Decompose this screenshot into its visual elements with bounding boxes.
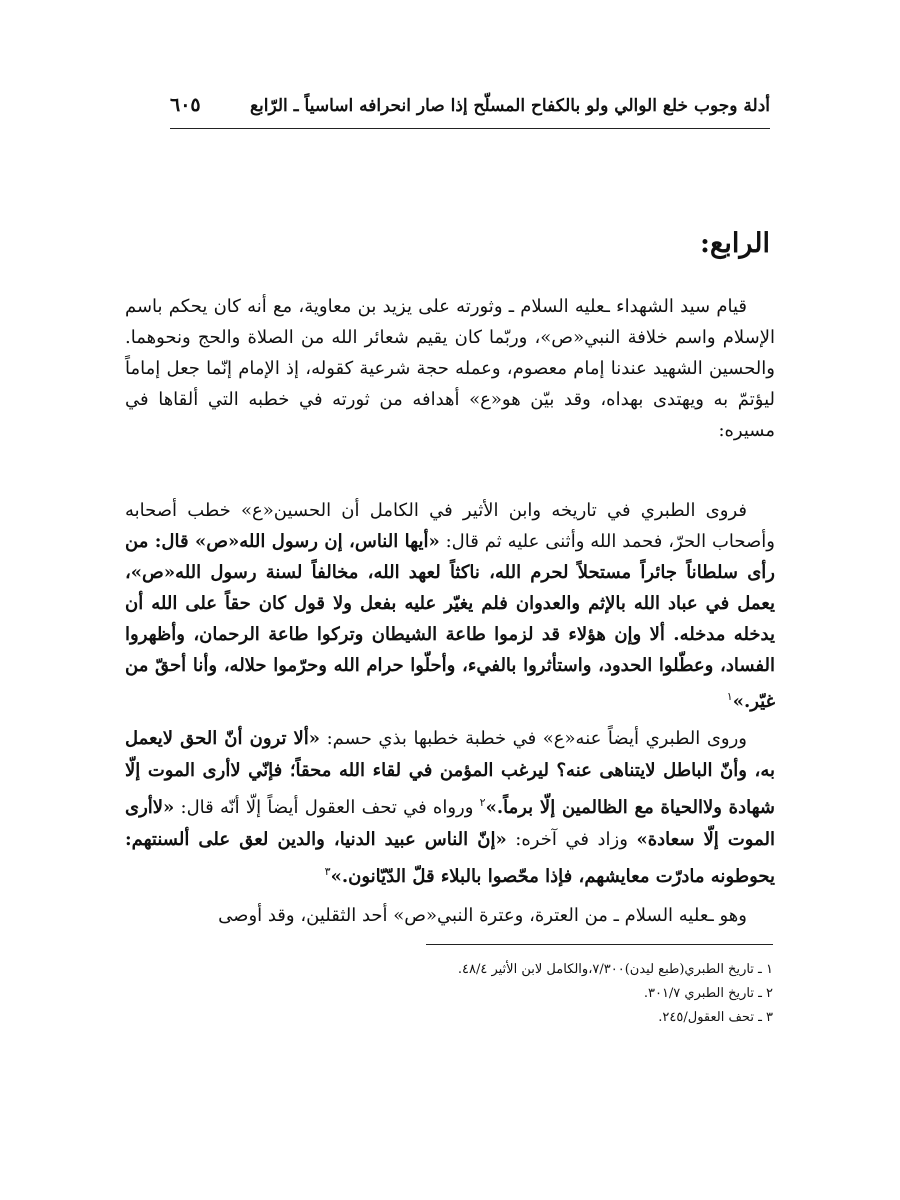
- paragraph-4-text: وهو ـعليه السلام ـ من العترة، وعترة النبي«ص» أحد الثقلين، وقد أوصى: [218, 905, 747, 926]
- footnotes: [273, 958, 773, 1030]
- paragraph-1: [125, 291, 775, 446]
- paragraph-3-mid: ورواه في تحف العقول أيضاً إلّا أنّه قال:: [174, 797, 480, 818]
- footnote-rule: [426, 944, 773, 945]
- paragraph-4: [125, 900, 775, 931]
- paragraph-2-quote: «أيها الناس، إن رسول الله«ص» قال: من رأى سلطاناً جائراً مستحلاً لحرم الله، ناكثاً لعهد الله، مخالفاً لسنة رسول الله«ص»، يعمل في عباد الله بالإثم والعدوان فلم يغيّر عليه بفعل ولا قول كان حقاً على الله أن يدخله مدخله. ألا وإن هؤلاء قد لزموا طاعة الشيطان وتركوا طاعة الرحمان، وأظهروا الفساد، وعطّلوا الحدود، واستأثروا بالفيء، وأحلّوا حرام الله وحرّموا حلاله، وأنا أحقّ من غيّر.»: [125, 531, 775, 712]
- paragraph-3-quote-2: «لاأرى الموت إلّا سعادة»: [125, 797, 775, 850]
- page-header: [170, 92, 770, 126]
- paragraph-3-mid-2: وزاد في آخره:: [506, 829, 637, 850]
- footnote-ref-3: ٣: [324, 865, 331, 878]
- footnote-1: ١ ـ تاريخ الطبري(طبع ليدن)٧/٣٠٠،والكامل لابن الأثير ٤٨/٤.: [457, 962, 773, 977]
- footnote-2: ٢ ـ تاريخ الطبري ٣٠١/٧.: [643, 986, 773, 1001]
- paragraph-3-intro: وروى الطبري أيضاً عنه«ع» في خطبة خطبها بذي حسم:: [320, 728, 747, 749]
- footnote-ref-1: ١: [726, 690, 733, 703]
- section-heading: الرابع:: [700, 228, 770, 259]
- paragraph-2: [125, 495, 775, 717]
- paragraph-3-quote-3: «إنّ الناس عبيد الدنيا، والدين لعق على ألسنتهم: يحوطونه مادرّت معايشهم، فإذا محّصوا بالبلاء قلّ الدّيّانون.»: [125, 829, 775, 887]
- footnote-ref-2: ٢: [479, 796, 486, 809]
- footnote-3: ٣ ـ تحف العقول/٢٤٥.: [658, 1010, 773, 1025]
- paragraph-2-intro: فروى الطبري في تاريخه وابن الأثير في الكامل أن الحسين«ع» خطب أصحابه وأصحاب الحرّ، فحمد الله وأثنى عليه ثم قال:: [125, 500, 775, 552]
- paragraph-3: [125, 723, 775, 893]
- page-number: ٦٠٥: [170, 94, 201, 116]
- header-rule: [170, 128, 770, 129]
- running-title: أدلة وجوب خلع الوالي ولو بالكفاح المسلّح إذا صار انحرافه اساسياً ـ الرّابع: [249, 96, 770, 116]
- paragraph-1-text: قيام سيد الشهداء ـعليه السلام ـ وثورته على يزيد بن معاوية، مع أنه كان يحكم باسم الإسلام واسم خلافة النبي«ص»، وربّما كان يقيم شعائر الله من الصلاة والحج ونحوهما. والحسين الشهيد عندنا إمام معصوم، وعمله حجة شرعية كقوله، إذ الإمام إنّما جعل إماماً ليؤتمّ به ويهتدى بهداه، وقد بيّن هو«ع» أهدافه من ثورته في خطبه التي ألقاها في مسيره:: [125, 296, 775, 441]
- paragraph-3-quote-1: «ألا ترون أنّ الحق لايعمل به، وأنّ الباطل لايتناهى عنه؟ ليرغب المؤمن في لقاء الله محقاً؛ فإنّي لاأرى الموت إلّا شهادة ولاالحياة مع الظالمين إلّا برماً.»: [125, 728, 775, 818]
